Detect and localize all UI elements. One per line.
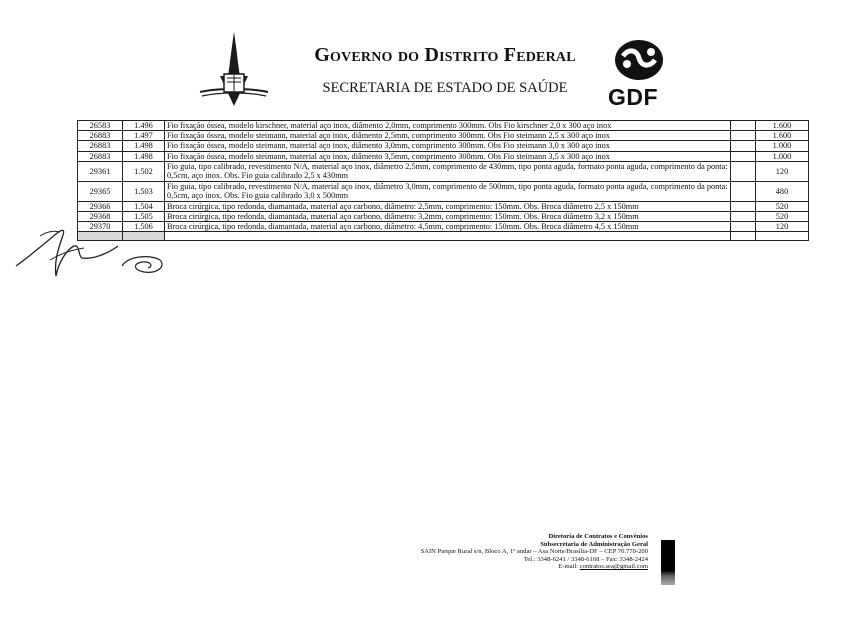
footer-decorative-bar [661,540,675,585]
spacer-cell [731,131,756,141]
code-cell: 29361 [78,161,123,181]
description-cell: Fio guia, tipo calibrado, revestimento N/A, material aço inox, diâmetro 3,0mm, comprimento de 500mm, tipo ponta aguda, formato ponta aguda, comprimento da ponta: 0,5cm, aço inox. Obs. Fio guia calibrado 3,0 x 500mm [165,181,731,201]
code-cell: 26583 [78,121,123,131]
footer-email-link[interactable]: contratos.sea@gmail.com [579,563,648,571]
qty-cell: 120 [756,161,809,181]
footer-address-block [421,533,648,571]
spacer-cell [731,222,756,232]
code-cell: 26883 [78,131,123,141]
item-cell: 1.506 [123,222,165,232]
spacer-cell [731,151,756,161]
code-cell: 29368 [78,212,123,222]
description-cell: Broca cirúrgica, tipo redonda, diamantada, material aço carbono, diâmetro: 2,5mm, comprimento: 150mm. Obs. Broca diâmetro 2,5 x 150mm [165,201,731,211]
code-cell: 26883 [78,141,123,151]
page-title: Governo do Distrito Federal [314,44,576,66]
footer-email-label: E-mail: [558,563,579,571]
qty-cell: 520 [756,201,809,211]
item-cell: 1.503 [123,181,165,201]
footer-email-line [421,563,648,571]
spacer-cell [731,212,756,222]
empty-cell [165,232,731,241]
qty-cell: 480 [756,181,809,201]
qty-cell: 1.600 [756,131,809,141]
table-row [78,212,809,222]
gdf-logo-text: GDF [608,84,659,110]
table-row [78,141,809,151]
description-cell: Fio fixação óssea, modelo kirschner, material aço inox, diâmento 2,0mm, comprimento 300mm. Obs Fio kirschner 2,0 x 300 aço inox [165,121,731,131]
description-cell: Fio fixação óssea, modelo steimann, material aço inox, diâmento 2,5mm, comprimento 300mm. Obs Fio steimann 2,5 x 300 aço inox [165,131,731,141]
footer-subsecretariat: Subsecretaria de Administração Geral [540,540,648,548]
item-cell: 1.497 [123,131,165,141]
item-cell: 1.498 [123,151,165,161]
empty-cell [731,232,756,241]
code-cell: 29370 [78,222,123,232]
table-row [78,161,809,181]
footer-phone: Tel.: 3348-6241 / 3348-6168 – Fax: 3348-2424 [523,555,648,563]
item-cell: 1.496 [123,121,165,131]
qty-cell: 120 [756,222,809,232]
table-row [78,121,809,131]
table-row [78,131,809,141]
qty-cell: 1.600 [756,121,809,131]
item-cell: 1.502 [123,161,165,181]
items-table [77,120,809,241]
description-cell: Broca cirúrgica, tipo redonda, diamantada, material aço carbono, diâmetro: 4,5mm, comprimento: 150mm. Obs. Broca diâmetro 4,5 x 150mm [165,222,731,232]
spacer-cell [731,141,756,151]
table-row [78,201,809,211]
table-row [78,222,809,232]
table-row [78,181,809,201]
code-cell: 29365 [78,181,123,201]
code-cell: 29366 [78,201,123,211]
empty-cell [756,232,809,241]
empty-table-row [78,232,809,241]
item-cell: 1.498 [123,141,165,151]
footer-address: SAIN Parque Rural s/n, Bloco A, 1º andar – Asa Norte/Brasília-DF – CEP 70.770-200 [420,548,648,556]
item-cell: 1.505 [123,212,165,222]
spacer-cell [731,201,756,211]
handwritten-signature-icon [10,216,170,286]
spacer-cell [731,161,756,181]
qty-cell: 1.000 [756,151,809,161]
code-cell: 26883 [78,151,123,161]
brasilia-emblem-icon [198,30,270,108]
qty-cell: 1.000 [756,141,809,151]
description-cell: Fio guia, tipo calibrado, revestimento N/A, material aço inox, diâmetro 2,5mm, comprimento de 430mm, tipo ponta aguda, formato ponta aguda, comprimento da ponta: 0,5cm, aço inox. Obs. Fio guia calibrado 2,5 x 430mm [165,161,731,181]
spacer-cell [731,181,756,201]
description-cell: Fio fixação óssea, modelo steimann, material aço inox, diâmento 3,0mm, comprimento 300mm. Obs Fio steimann 3,0 x 300 aço inox [165,141,731,151]
page-subtitle: SECRETARIA DE ESTADO DE SAÚDE [322,80,568,96]
description-cell: Broca cirúrgica, tipo redonda, diamantada, material aço carbono, diâmetro: 3,2mm, comprimento: 150mm. Obs. Broca diâmetro 3,2 x 150mm [165,212,731,222]
item-cell: 1.504 [123,201,165,211]
spacer-cell [731,121,756,131]
qty-cell: 520 [756,212,809,222]
description-cell: Fio fixação óssea, modelo steimann, material aço inox, diâmento 3,5mm, comprimento 300mm. Obs Fio steimann 3,5 x 300 aço inox [165,151,731,161]
table-row [78,151,809,161]
footer-department: Diretoria de Contratos e Convênios [548,533,648,540]
